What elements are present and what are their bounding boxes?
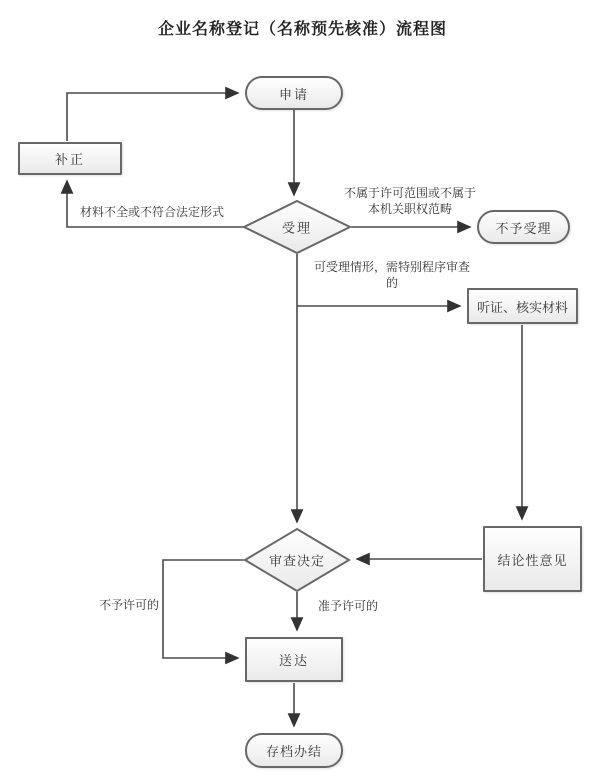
node-hearing-label: 听证、核实材料 <box>476 299 568 315</box>
node-decision-label: 审查决定 <box>268 553 326 569</box>
edge-decision-to-delivery-left <box>163 560 244 658</box>
node-hearing <box>467 288 578 324</box>
node-archive-label: 存档办结 <box>265 744 322 759</box>
edge-label-special-review: 可受理情形，需特别程序审查的 <box>313 260 470 290</box>
node-conclusion <box>483 526 582 592</box>
edge-label-permitted: 准予许可的 <box>317 599 379 613</box>
edge-label-incomplete: 材料不全或不符合法定形式 <box>79 205 225 219</box>
node-conclusion-label: 结论性意见 <box>497 552 568 568</box>
node-reject <box>477 210 570 244</box>
edge-correction-to-apply <box>67 93 238 141</box>
node-archive <box>245 733 343 768</box>
node-apply-label: 申请 <box>278 86 309 102</box>
node-delivery <box>245 637 343 682</box>
node-acceptance-label: 受理 <box>281 220 313 236</box>
node-reject-label: 不予受理 <box>495 220 552 236</box>
node-apply <box>245 76 343 110</box>
node-correction-label: 补正 <box>54 152 85 167</box>
edge-label-out-of-scope: 不属于许可范围或不属于本机关职权范畴 <box>343 186 476 216</box>
node-correction <box>18 142 122 175</box>
page-title: 企业名称登记（名称预先核准）流程图 <box>157 21 447 38</box>
node-delivery-label: 送达 <box>278 653 309 668</box>
edge-label-not-permitted: 不予许可的 <box>98 598 160 612</box>
